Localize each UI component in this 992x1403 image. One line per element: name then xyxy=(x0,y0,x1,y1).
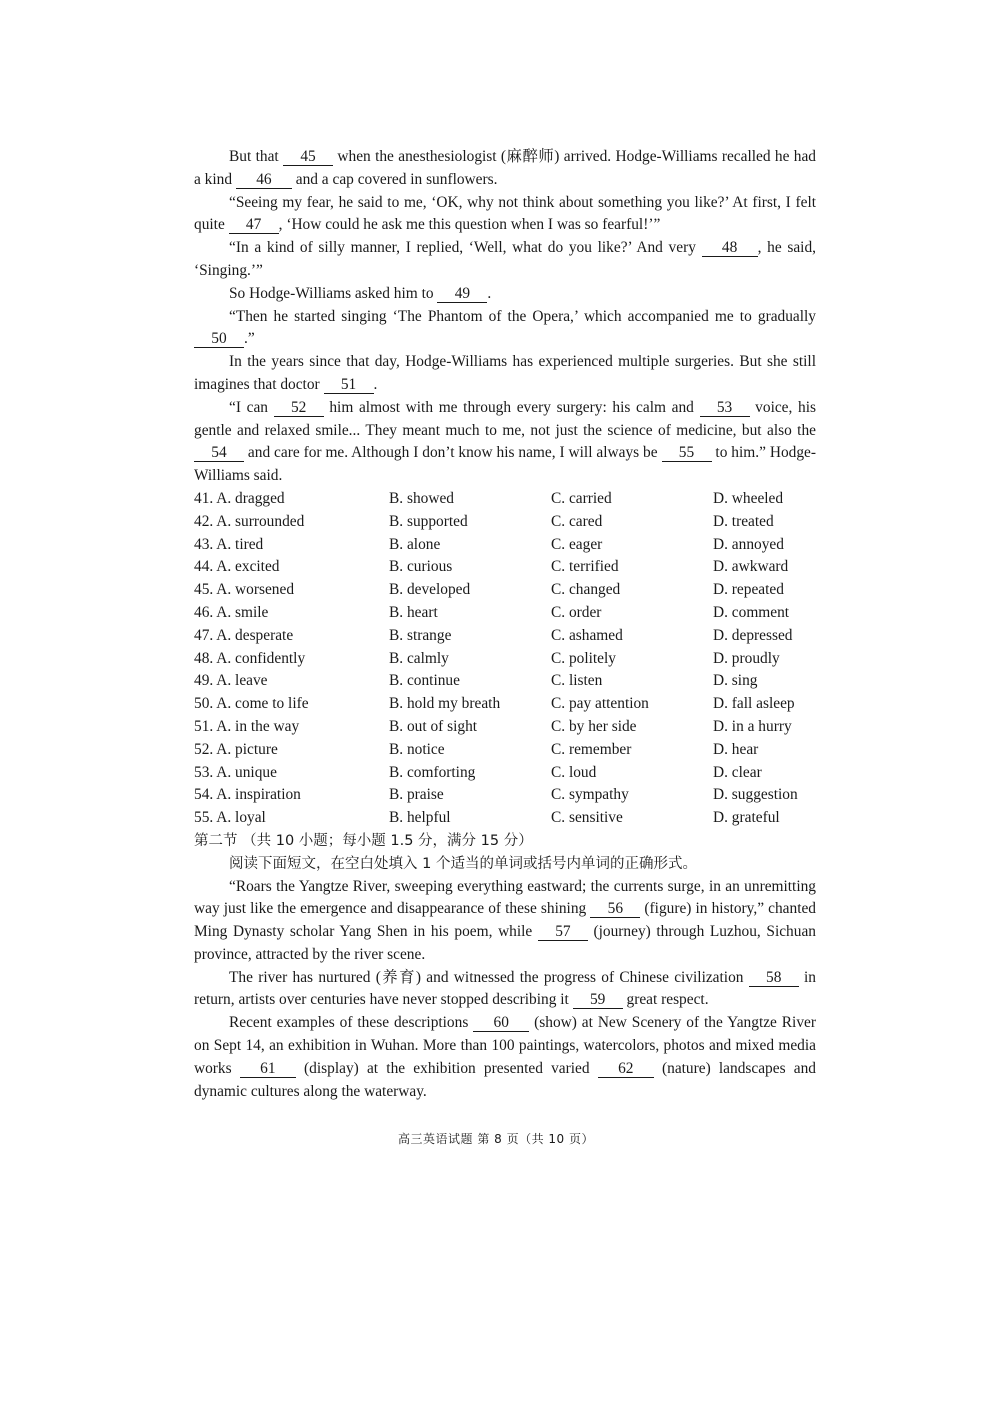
page-footer: 高三英语试题 第 8 页（共 10 页） xyxy=(398,1132,594,1146)
option-b: B. supported xyxy=(389,512,468,530)
blank-45: 45 xyxy=(283,148,333,166)
text: (journey) through Luzhou, Sichuan province, attracted by the river scene. xyxy=(194,923,816,963)
option-d: D. awkward xyxy=(713,558,789,576)
blank-46: 46 xyxy=(236,171,292,189)
answer-options xyxy=(194,488,816,830)
text: “I can xyxy=(229,398,274,416)
text: to him.” Hodge-Williams said. xyxy=(194,444,817,485)
text: (show) at New Scenery of the Yangtze River on Sept 14, an exhibition in Wuhan. More than 100 paintings, watercolors, photos and mixed media works xyxy=(194,1014,816,1077)
option-b: B. alone xyxy=(389,535,441,553)
option-row-55 xyxy=(194,807,816,830)
text: him almost with me through every surgery: his calm and xyxy=(323,398,700,416)
option-d: D. comment xyxy=(713,603,790,621)
blank-50: 50 xyxy=(194,330,244,348)
passage1-paragraph-3 xyxy=(194,237,816,283)
option-a: 44. A. excited xyxy=(194,558,280,576)
blank-47: 47 xyxy=(229,216,279,234)
text: and care for me. Although I don’t know his name, I will always be xyxy=(244,444,662,462)
option-a: 53. A. unique xyxy=(194,763,277,781)
option-c: C. ashamed xyxy=(551,626,623,644)
blank-55: 55 xyxy=(662,444,712,462)
text: great respect. xyxy=(622,991,709,1009)
passage2-paragraph-3 xyxy=(194,1012,816,1103)
option-b: B. calmly xyxy=(389,649,449,667)
option-c: C. politely xyxy=(551,649,616,667)
option-a: 54. A. inspiration xyxy=(194,786,301,804)
text: In the years since that day, Hodge-Williams has experienced multiple surgeries. But she still imagines that doctor xyxy=(194,353,816,393)
option-c: C. carried xyxy=(551,489,612,507)
option-d: D. sing xyxy=(713,672,758,690)
option-c: C. sensitive xyxy=(551,809,623,827)
text: voice, his gentle and relaxed smile... They meant much to me, not just the science of medicine, but also the xyxy=(194,398,816,439)
blank-48: 48 xyxy=(702,239,758,257)
blank-61: 61 xyxy=(240,1060,296,1078)
option-b: B. comforting xyxy=(389,763,476,781)
blank-52: 52 xyxy=(274,399,324,417)
blank-53: 53 xyxy=(700,399,750,417)
blank-60: 60 xyxy=(473,1014,529,1032)
option-c: C. listen xyxy=(551,672,603,690)
text: But that xyxy=(229,148,284,165)
option-c: C. eager xyxy=(551,535,603,553)
option-d: D. in a hurry xyxy=(713,717,792,735)
text: . xyxy=(487,284,492,302)
option-b: B. heart xyxy=(389,603,438,621)
text: . xyxy=(373,375,378,393)
option-c: C. loud xyxy=(551,763,597,781)
option-d: D. wheeled xyxy=(713,489,784,507)
text: , ‘How could he ask me this question when I was so fearful!’” xyxy=(278,216,661,234)
option-a: 45. A. worsened xyxy=(194,581,295,599)
option-c: C. remember xyxy=(551,740,632,758)
option-a: 52. A. picture xyxy=(194,740,278,758)
page-content xyxy=(194,146,816,1103)
option-d: D. clear xyxy=(713,763,762,781)
option-a: 47. A. desperate xyxy=(194,626,294,644)
option-c: C. pay attention xyxy=(551,695,649,713)
option-row-41 xyxy=(194,488,816,511)
text: So Hodge-Williams asked him to xyxy=(229,284,438,302)
option-d: D. repeated xyxy=(713,581,784,599)
option-a: 49. A. leave xyxy=(194,672,268,690)
option-c: C. order xyxy=(551,603,602,621)
option-a: 43. A. tired xyxy=(194,535,264,553)
text: The river has nurtured (养育) and witnessed the progress of Chinese civilization xyxy=(229,968,749,986)
passage2-paragraph-1 xyxy=(194,876,816,967)
option-d: D. annoyed xyxy=(713,535,784,553)
option-c: C. cared xyxy=(551,512,603,530)
passage1-paragraph-5 xyxy=(194,306,816,352)
option-b: B. hold my breath xyxy=(389,695,501,713)
blank-62: 62 xyxy=(598,1060,654,1078)
passage1-paragraph-2 xyxy=(194,192,816,238)
passage1-paragraph-6 xyxy=(194,351,816,397)
option-c: C. sympathy xyxy=(551,786,629,804)
option-b: B. notice xyxy=(389,740,445,758)
blank-56: 56 xyxy=(590,900,640,918)
option-d: D. proudly xyxy=(713,649,780,667)
option-row-49 xyxy=(194,670,816,693)
option-a: 50. A. come to life xyxy=(194,695,309,713)
text: (figure) in history,” chanted Ming Dynasty scholar Yang Shen in his poem, while xyxy=(194,900,817,941)
text: Recent examples of these descriptions xyxy=(229,1014,474,1032)
passage2-paragraph-2 xyxy=(194,967,816,1013)
text: “Roars the Yangtze River, sweeping everything eastward; the currents surge, in an unremitting way just like the emergence and disappearance of these shining xyxy=(194,877,816,918)
option-d: D. hear xyxy=(713,740,759,758)
blank-54: 54 xyxy=(194,444,244,462)
option-row-45 xyxy=(194,579,816,602)
blank-49: 49 xyxy=(437,285,487,303)
option-row-46 xyxy=(194,602,816,625)
option-a: 42. A. surrounded xyxy=(194,512,305,530)
text: and a cap covered in sunflowers. xyxy=(291,170,498,188)
option-b: B. strange xyxy=(389,626,452,644)
option-row-50 xyxy=(194,693,816,716)
option-a: 55. A. loyal xyxy=(194,809,266,827)
option-b: B. showed xyxy=(389,489,454,507)
option-d: D. fall asleep xyxy=(713,695,795,713)
option-b: B. out of sight xyxy=(389,717,478,735)
option-a: 48. A. confidently xyxy=(194,649,306,667)
blank-51: 51 xyxy=(324,376,374,394)
option-row-42 xyxy=(194,511,816,534)
text: , he said, ‘Singing.’” xyxy=(194,239,816,279)
option-d: D. suggestion xyxy=(713,786,798,804)
option-a: 41. A. dragged xyxy=(194,489,285,507)
option-row-52 xyxy=(194,739,816,762)
option-c: C. changed xyxy=(551,581,621,599)
option-b: B. curious xyxy=(389,558,453,576)
option-d: D. grateful xyxy=(713,809,780,827)
option-row-48 xyxy=(194,648,816,671)
option-b: B. helpful xyxy=(389,809,451,827)
section2-heading: 第二节 （共 10 小题；每小题 1.5 分，满分 15 分） xyxy=(194,832,533,849)
option-d: D. treated xyxy=(713,512,774,530)
section2-instruction: 阅读下面短文，在空白处填入 1 个适当的单词或括号内单词的正确形式。 xyxy=(229,855,697,872)
text: “Seeing my fear, he said to me, ‘OK, why not think about something you like?’ At first, I felt quite xyxy=(194,193,816,234)
option-a: 46. A. smile xyxy=(194,603,269,621)
option-row-51 xyxy=(194,716,816,739)
blank-57: 57 xyxy=(538,923,588,941)
text: “Then he started singing ‘The Phantom of the Opera,’ which accompanied me to gradually xyxy=(229,307,816,325)
option-b: B. praise xyxy=(389,786,444,804)
blank-59: 59 xyxy=(573,991,623,1009)
text: .” xyxy=(244,330,255,348)
blank-58: 58 xyxy=(749,969,799,987)
option-row-54 xyxy=(194,784,816,807)
option-b: B. developed xyxy=(389,581,471,599)
text: in return, artists over centuries have never stopped describing it xyxy=(194,968,816,1009)
option-row-53 xyxy=(194,762,816,785)
passage1-paragraph-7 xyxy=(194,397,816,488)
text: “In a kind of silly manner, I replied, ‘Well, what do you like?’ And very xyxy=(229,239,702,257)
option-d: D. depressed xyxy=(713,626,793,644)
option-b: B. continue xyxy=(389,672,460,690)
option-c: C. terrified xyxy=(551,558,619,576)
text: (nature) landscapes and dynamic cultures along the waterway. xyxy=(194,1059,817,1100)
option-row-44 xyxy=(194,556,816,579)
option-a: 51. A. in the way xyxy=(194,717,300,735)
text: when the anesthesiologist (麻醉师) arrived. Hodge-Williams recalled he had a kind xyxy=(194,148,816,188)
option-row-47 xyxy=(194,625,816,648)
option-c: C. by her side xyxy=(551,717,637,735)
passage1-paragraph-4 xyxy=(194,283,816,306)
passage1-paragraph-1 xyxy=(194,146,816,192)
option-row-43 xyxy=(194,534,816,557)
text: (display) at the exhibition presented varied xyxy=(295,1059,598,1077)
